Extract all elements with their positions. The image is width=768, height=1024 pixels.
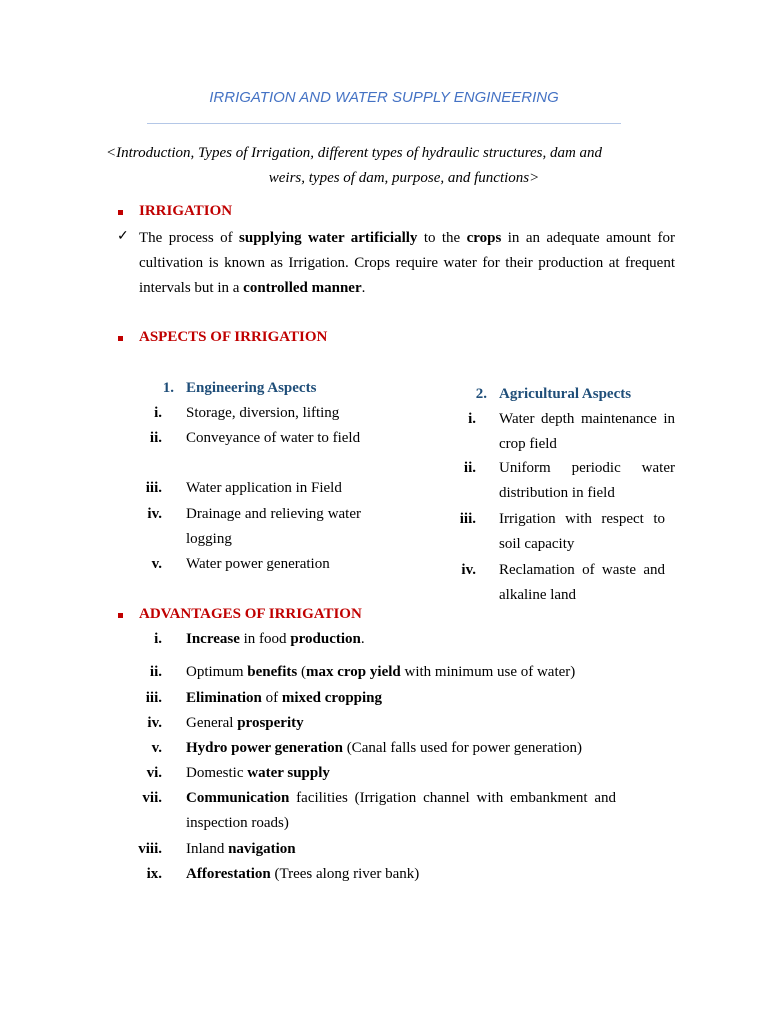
advantage-item: Domestic water supply [186,765,330,781]
list-number: i. [154,405,162,421]
square-bullet-icon [118,613,123,618]
advantage-item: Afforestation (Trees along river bank) [186,866,420,882]
document-title: IRRIGATION AND WATER SUPPLY ENGINEERING [209,89,559,106]
list-number: vii. [142,790,162,806]
agricultural-item: Irrigation with respect to soil capacity [499,511,665,553]
engineering-item: Water application in Field [186,480,342,496]
advantage-item: Optimum benefits (max crop yield with minimum use of water) [186,664,576,680]
list-number: iii. [145,480,162,496]
list-number: ii. [463,460,476,476]
engineering-aspects-heading: Engineering Aspects [186,380,317,396]
list-number: ii. [149,664,162,680]
list-number: i. [468,411,476,427]
list-number: viii. [138,841,162,857]
engineering-item: Drainage and relieving water logging [186,506,361,548]
list-number: iv. [461,562,476,578]
agricultural-item: Water depth maintenance in crop field [499,411,675,453]
agricultural-aspects-heading: Agricultural Aspects [499,386,632,402]
subtitle-line-1: <Introduction, Types of Irrigation, different types of hydraulic structures, dam and [106,145,603,161]
section-heading-irrigation: IRRIGATION [139,203,233,219]
square-bullet-icon [118,210,123,215]
advantage-item: Elimination of mixed cropping [186,690,383,706]
agricultural-item: Reclamation of waste and alkaline land [499,562,665,604]
list-number: iv. [147,715,162,731]
square-bullet-icon [118,336,123,341]
list-number: iii. [459,511,476,527]
agricultural-item: Uniform periodic water distribution in field [499,460,675,502]
list-number: v. [151,740,162,756]
list-number: ix. [146,866,162,882]
section-heading-aspects: ASPECTS OF IRRIGATION [139,329,328,345]
section-heading-advantages: ADVANTAGES OF IRRIGATION [139,606,362,622]
list-number: v. [151,556,162,572]
list-number: iii. [145,690,162,706]
irrigation-definition: The process of supplying water artificially to the crops in an adequate amount for cultivation is known as Irrigation. Crops require water for their production at frequent intervals but in a controlled manner. [139,230,675,297]
engineering-item: Conveyance of water to field [186,430,361,446]
checkmark-icon: ✓ [117,229,129,244]
advantage-item: General prosperity [186,715,304,731]
engineering-number: 1. [162,380,174,396]
title-divider [147,123,621,124]
advantage-item: Increase in food production. [186,631,365,647]
list-number: i. [154,631,162,647]
subtitle-line-2: weirs, types of dam, purpose, and functions> [268,170,540,186]
advantage-item: Inland navigation [186,841,296,857]
advantage-item: Communication facilities (Irrigation channel with embankment and inspection roads) [186,790,616,832]
list-number: vi. [146,765,162,781]
advantage-item: Hydro power generation (Canal falls used for power generation) [186,740,583,756]
list-number: ii. [149,430,162,446]
agricultural-number: 2. [475,386,487,402]
engineering-item: Storage, diversion, lifting [186,405,340,421]
engineering-item: Water power generation [186,556,330,572]
list-number: iv. [147,506,162,522]
